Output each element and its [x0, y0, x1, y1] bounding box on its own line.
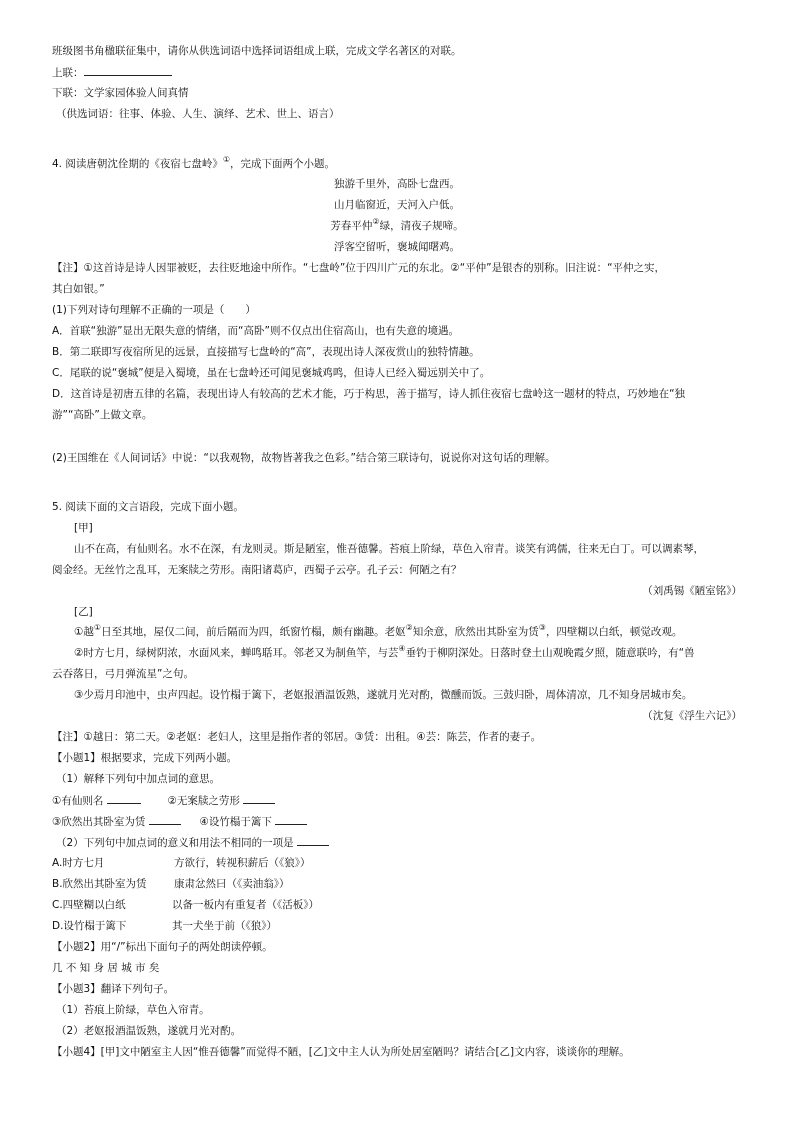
q5-note: 【注】①越日：第二天。②老妪：老妇人，这里是指作者的邻居。③赁：出租。④芸：陈芸，作者的妻子。: [52, 731, 542, 743]
q4-option-b[interactable]: B．第二联即写夜宿所见的远景，直接描写七盘岭的“高”，表现出诗人深夜赏山的独特情趣。: [52, 346, 480, 358]
yi-footnote-3: ③: [538, 623, 546, 632]
q4-sub1: (1)下列对诗句理解不正确的一项是（ ）: [52, 304, 256, 316]
q4-option-d-2: 游”“高卧”上做文章。: [52, 409, 153, 421]
word-4-blank[interactable]: [275, 814, 307, 825]
poem-line-3-a: 芳春平仲: [330, 220, 373, 232]
poem-line-2: 山月临窗近，天河入户低。: [334, 199, 460, 211]
yi-paragraph-3: ③少焉月印池中，虫声四起。设竹榻于篱下，老妪报酒温饭熟，遂就月光对酌，微醺而饭。三鼓归卧，周体清凉，几不知身居城市矣。: [74, 689, 693, 701]
choice-d-left[interactable]: D.设竹榻于篱下: [52, 920, 127, 932]
choice-b-left[interactable]: B.欣然出其卧室为赁: [52, 878, 147, 890]
yi-source: （沈复《浮生六记》）: [642, 710, 742, 722]
yi-p2-b: 垂钓于柳阴深处。日落时登土山观晚霞夕照，随意联吟，有“兽: [405, 647, 695, 659]
subq1-part1: （1）解释下列句中加点词的意思。: [56, 773, 221, 785]
yi-paragraph-2: [74, 646, 695, 660]
couplet-intro: 班级图书角楹联征集中，请你从供选词语中选择词语组成上联，完成文学名著区的对联。: [52, 45, 462, 57]
word-1-blank[interactable]: [107, 793, 141, 804]
word-2-blank[interactable]: [243, 793, 275, 804]
poem-footnote-mark: ②: [372, 217, 380, 226]
q4-title-text: 4. 阅读唐朝沈佺期的《夜宿七盘岭》: [52, 158, 223, 170]
yi-p1-a: ①越: [74, 626, 94, 638]
yi-p1-b: 日至其地，屋仅二间，前后隔而为四，纸窗竹榻，颇有幽趣。老妪: [101, 626, 406, 638]
word-3: ③欣然出其卧室为赁: [52, 816, 146, 828]
poem-line-4: 浮客空留听，褒城闻曙鸡。: [334, 241, 460, 253]
q4-note-1: 【注】①这首诗是诗人因罪被贬，去往贬地途中所作。“七盘岭”位于四川广元的东北。②“平仲”是银杏的别称。旧注说：“平仲之实，: [52, 262, 666, 274]
subq1-part2: [56, 835, 329, 850]
choice-a-right: 方欲行，转视积薪后（《狼》）: [174, 857, 311, 869]
word-1: ①有仙则名: [52, 795, 104, 807]
subq1-words-row2: [52, 814, 307, 829]
word-4: ④设竹榻于篱下: [199, 816, 272, 828]
subq1-words-row1: [52, 793, 275, 808]
choice-d-right: 其一犬坐于前（《狼》）: [172, 920, 277, 932]
yi-footnote-4: ④: [398, 644, 406, 653]
yi-paragraph-2b: 云吞落日，弓月弹流星”之句。: [52, 668, 194, 680]
yi-p1-c: 知余意，欣然出其卧室为赁: [412, 626, 539, 638]
yi-p2-a: ②时方七月，绿树阴浓，水面风来，蝉鸣聒耳。邻老又为制鱼竿，与芸: [74, 647, 399, 659]
yi-footnote-1: ①: [93, 623, 102, 632]
couplet-upper-line: [52, 65, 172, 80]
poem-line-1: 独游千里外，高卧七盘西。: [334, 178, 460, 190]
couplet-upper-label: 上联：: [52, 67, 84, 79]
subq1-title: 【小题1】根据要求，完成下列两小题。: [52, 752, 238, 764]
q4-option-c[interactable]: C．尾联的说“褒城”便是入蜀境，虽在七盘岭还可闻见褒城鸡鸣，但诗人已经入蜀远别关中了。: [52, 367, 491, 379]
subq2-sentence[interactable]: 几 不 知 身 居 城 市 矣: [52, 962, 160, 974]
q4-footnote-mark: ①: [222, 155, 231, 164]
q5-title: 5. 阅读下面的文言语段，完成下面小题。: [52, 501, 244, 513]
subq1-part2-text: （2）下列句中加点词的意义和用法不相同的一项是: [56, 837, 294, 849]
word-2: ②无案牍之劳形: [167, 795, 240, 807]
choice-a-left[interactable]: A.时方七月: [52, 857, 105, 869]
subq4: 【小题4】[甲]文中陋室主人因“惟吾德馨”而觉得不陋，[乙]文中主人认为所处居室陋吗？请结合[乙]文内容，谈谈你的理解。: [52, 1046, 630, 1058]
subq3-item2: （2）老妪报酒温饭熟，遂就月光对酌。: [56, 1025, 242, 1037]
jia-label: [甲]: [74, 522, 93, 534]
q4-sub2: (2)王国维在《人间词话》中说：“以我观物，故物皆著我之色彩。”结合第三联诗句，说说你对这句话的理解。: [52, 452, 556, 464]
yi-label: [乙]: [74, 606, 93, 618]
choice-c-left[interactable]: C.四壁糊以白纸: [52, 899, 126, 911]
subq2-title: 【小题2】用“/”标出下面句子的两处朗读停顿。: [52, 941, 273, 953]
yi-p1-d: ，四壁糊以白纸，顿觉改观。: [545, 626, 683, 638]
jia-paragraph-1: 山不在高，有仙则名。水不在深，有龙则灵。斯是陋室，惟吾德馨。苔痕上阶绿，草色入帘青。谈笑有鸿儒，往来无白丁。可以调素琴，: [74, 543, 704, 555]
couplet-upper-blank[interactable]: [84, 65, 172, 76]
q4-title-rest: ，完成下面两个小题。: [230, 158, 336, 170]
couplet-lower: 下联：文学家园体验人间真情: [52, 87, 189, 99]
q4-option-a[interactable]: A．首联“独游”显出无限失意的情绪，而“高卧”则不仅点出住宿高山，也有失意的境遇。: [52, 325, 459, 337]
jia-source: （刘禹锡《陋室铭》）: [642, 585, 742, 597]
subq3-title: 【小题3】翻译下列句子。: [52, 983, 175, 995]
subq1-part2-blank[interactable]: [297, 835, 329, 846]
choice-b-right: 康肃忿然曰（《卖油翁》）: [174, 878, 290, 890]
couplet-options: （供选词语：往事、体验、人生、演绎、艺术、世上、语言）: [56, 108, 340, 120]
poem-line-3-b: 绿，清夜子规啼。: [379, 220, 464, 232]
q4-option-d-1[interactable]: D．这首诗是初唐五律的名篇，表现出诗人有较高的艺术才能，巧于构思，善于描写，诗人抓住夜宿七盘岭这一题材的特点，巧妙地在“独: [52, 388, 686, 400]
subq3-item1: （1）苔痕上阶绿，草色入帘青。: [56, 1004, 210, 1016]
poem-line-3: [0, 219, 794, 233]
q4-note-2: 其白如银。”: [52, 283, 105, 295]
yi-footnote-2: ②: [405, 623, 413, 632]
q4-title: [52, 157, 335, 171]
yi-paragraph-1: [74, 625, 682, 639]
choice-c-right: 以备一板内有重复者（《活板》）: [172, 899, 319, 911]
word-3-blank[interactable]: [149, 814, 181, 825]
jia-paragraph-2: 阅金经。无丝竹之乱耳，无案牍之劳形。南阳诸葛庐，西蜀子云亭。孔子云：何陋之有？: [52, 564, 462, 576]
